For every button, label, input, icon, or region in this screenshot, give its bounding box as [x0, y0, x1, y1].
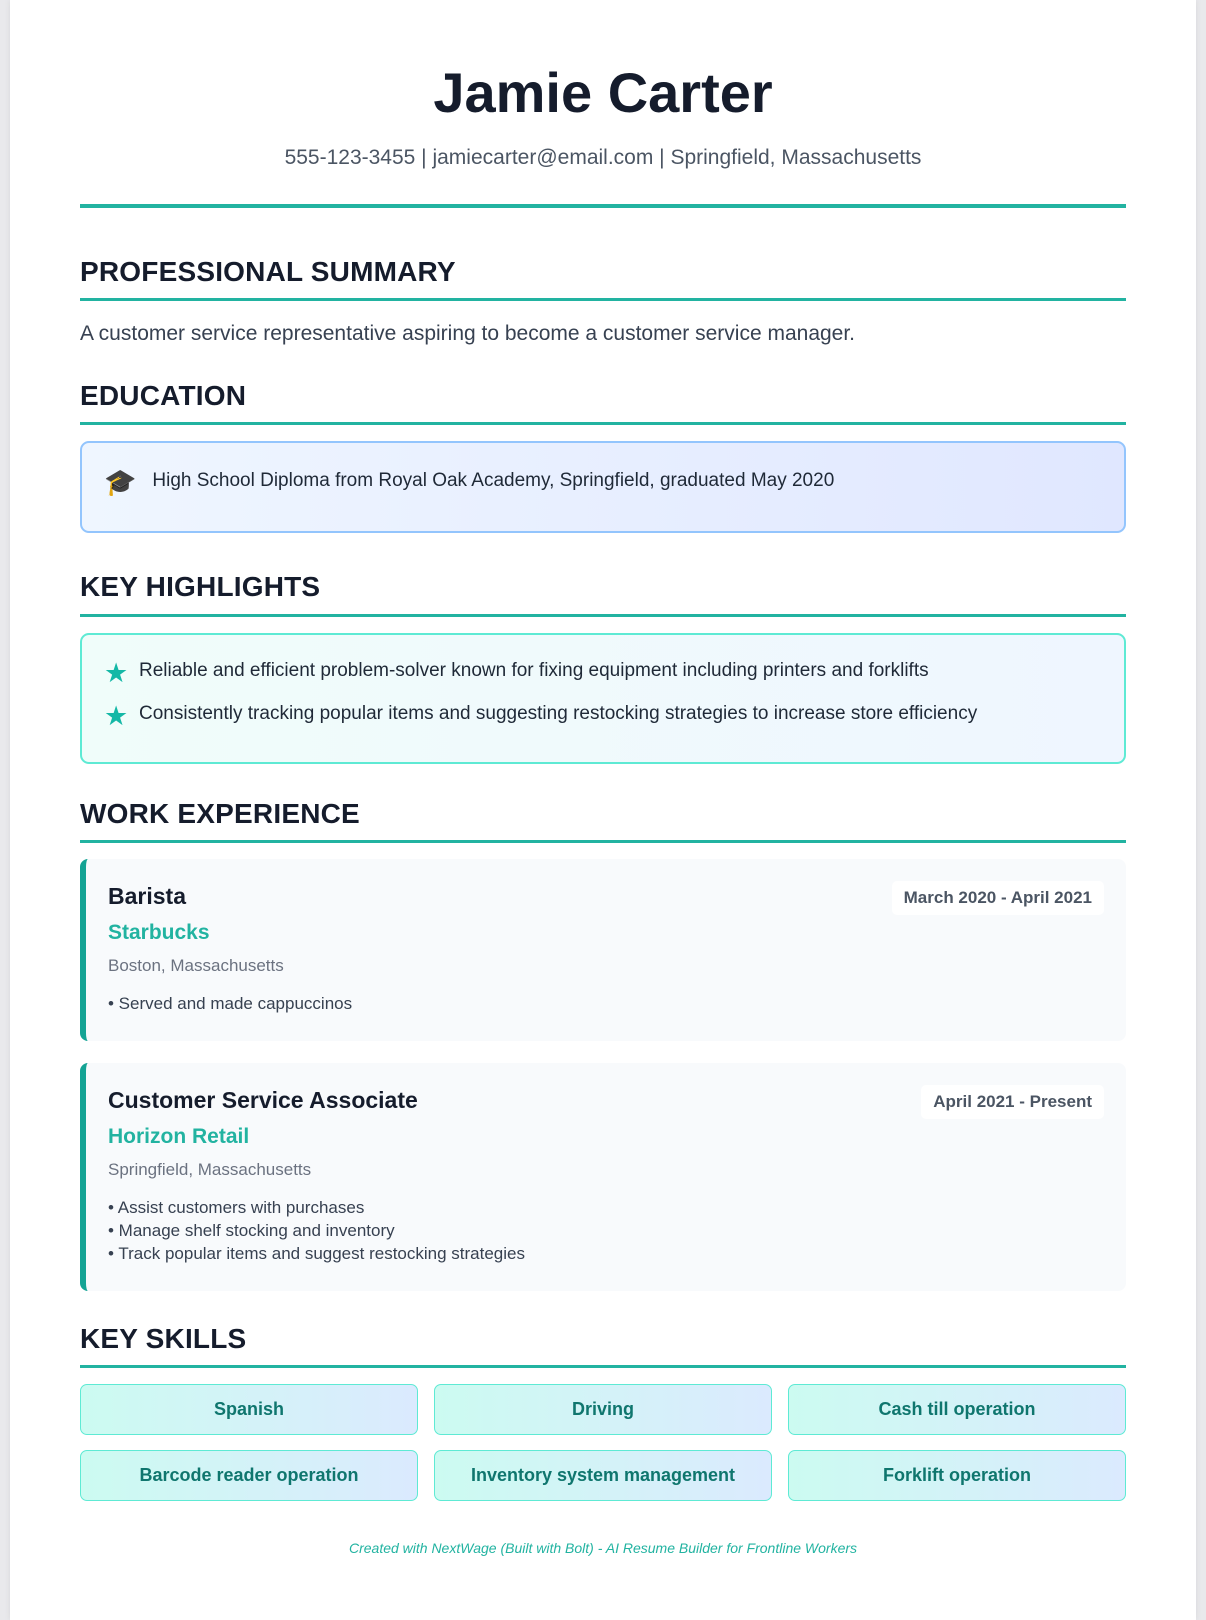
star-icon: ★ [104, 701, 129, 732]
skills-grid [80, 1384, 1126, 1501]
job-dates: April 2021 - Present [921, 1085, 1104, 1120]
highlight-item [104, 658, 1124, 689]
skill-tag: Driving [434, 1384, 772, 1435]
highlight-text: Reliable and efficient problem-solver known for fixing equipment including printers and forklifts [139, 659, 929, 681]
job-duties [108, 992, 1104, 1015]
job-duty: • Manage shelf stocking and inventory [108, 1220, 395, 1240]
header-divider [80, 204, 1126, 208]
highlights-heading: KEY HIGHLIGHTS [80, 571, 1126, 616]
work-heading: WORK EXPERIENCE [80, 798, 1126, 843]
education-card [80, 441, 1126, 533]
contact-info: 555-123-3455 | jamiecarter@email.com | Springfield, Massachusetts [284, 145, 922, 169]
job-entry [80, 1063, 1126, 1291]
graduation-cap-icon: 🎓 [104, 467, 137, 498]
job-title: Barista [108, 882, 186, 909]
job-duty: • Assist customers with purchases [108, 1197, 365, 1217]
skill-tag: Spanish [80, 1384, 418, 1435]
highlight-text: Consistently tracking popular items and suggesting restocking strategies to increase store efficiency [139, 702, 978, 724]
job-duty: • Track popular items and suggest restocking strategies [108, 1243, 525, 1263]
summary-heading: PROFESSIONAL SUMMARY [80, 256, 1126, 301]
job-duties [108, 1196, 1104, 1265]
education-heading: EDUCATION [80, 380, 1126, 425]
job-location: Boston, Massachusetts [108, 955, 284, 975]
resume-page [10, 0, 1196, 1620]
skill-tag: Barcode reader operation [80, 1450, 418, 1501]
footer-credit: Created with NextWage (Built with Bolt) - AI Resume Builder for Frontline Workers [348, 1539, 858, 1556]
education-text: High School Diploma from Royal Oak Academy, Springfield, graduated May 2020 [152, 470, 835, 492]
skill-tag: Forklift operation [788, 1450, 1126, 1501]
candidate-name: Jamie Carter [433, 61, 773, 124]
skills-heading: KEY SKILLS [80, 1323, 1126, 1368]
highlights-card [80, 633, 1126, 764]
summary-text: A customer service representative aspiring to become a customer service manager. [80, 321, 856, 345]
job-company: Starbucks [108, 921, 210, 945]
skill-tag: Cash till operation [788, 1384, 1126, 1435]
star-icon: ★ [104, 658, 129, 689]
skill-tag: Inventory system management [434, 1450, 772, 1501]
job-title: Customer Service Associate [108, 1086, 418, 1113]
highlight-item [104, 701, 1124, 732]
job-company: Horizon Retail [108, 1125, 250, 1149]
job-location: Springfield, Massachusetts [108, 1159, 312, 1179]
job-entry [80, 859, 1126, 1041]
resume-content [80, 0, 1126, 1556]
job-dates: March 2020 - April 2021 [892, 881, 1104, 916]
job-duty: • Served and made cappuccinos [108, 993, 353, 1013]
